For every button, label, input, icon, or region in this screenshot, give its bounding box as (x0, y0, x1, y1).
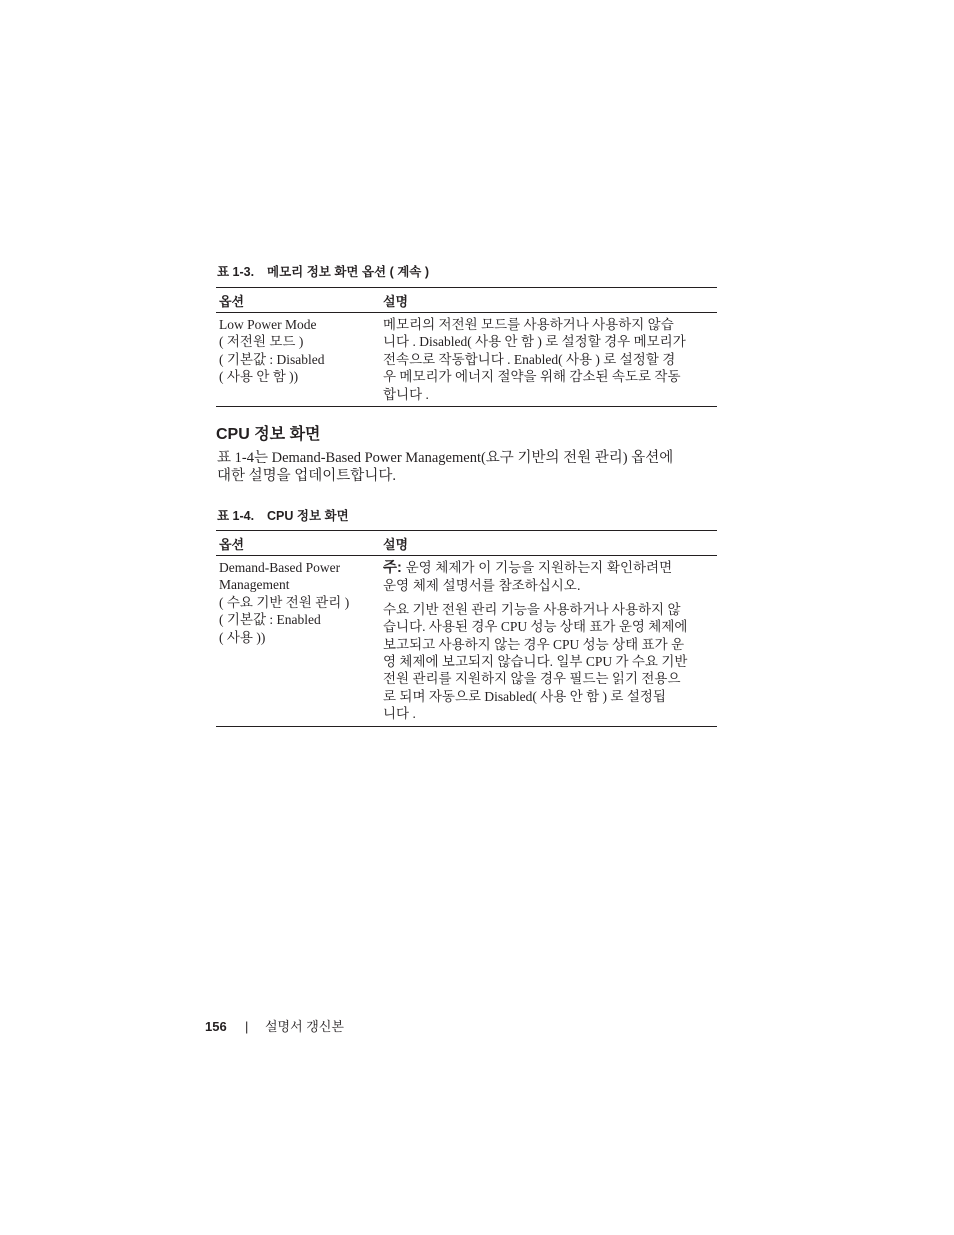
description-cell (380, 316, 717, 403)
option-cell (216, 559, 380, 723)
description-paragraph (383, 601, 717, 723)
description-line: 니다 . (383, 706, 416, 722)
table-row (216, 556, 717, 726)
option-line: ( 기본값 : Disabled (219, 351, 325, 367)
option-line: ( 사용 안 함 )) (219, 369, 299, 385)
option-line: ( 기본값 : Enabled (219, 612, 321, 628)
option-column-header: 옵션 (219, 293, 245, 309)
table-number: 표 1-4. (217, 509, 255, 523)
description-line: 수요 기반 전원 관리 기능을 사용하거나 사용하지 않 (383, 601, 681, 617)
description-line: 전원 관리를 지원하지 않을 경우 필드는 읽기 전용으 (383, 671, 681, 687)
description-line: 우 메모리가 에너지 절약을 위해 감소된 속도로 작동 (383, 369, 681, 385)
option-line: ( 수요 기반 전원 관리 ) (219, 594, 350, 610)
memory-options-table (216, 287, 717, 407)
description-cell (380, 559, 717, 723)
option-line: ( 저전원 모드 ) (219, 334, 304, 350)
table-header-row (216, 288, 717, 313)
description-line: 습니다. 사용된 경우 CPU 성능 상태 표가 운영 체제에 (383, 619, 688, 635)
table-caption (217, 262, 429, 280)
footer-separator: | (245, 1019, 249, 1034)
page-footer (205, 1016, 344, 1035)
table-number: 표 1-3. (217, 265, 255, 279)
option-cell (216, 316, 380, 403)
note (383, 559, 717, 595)
note-line: 운영 체제가 이 기능을 지원하는지 확인하려면 (401, 560, 673, 575)
cpu-options-table (216, 530, 717, 727)
option-line: Management (219, 577, 290, 593)
description-line: 메모리의 저전원 모드를 사용하거나 사용하지 않습 (383, 317, 674, 332)
intro-line: 대한 설명을 업데이트합니다. (217, 468, 396, 484)
footer-text: 설명서 갱신본 (265, 1019, 344, 1034)
option-line: Demand-Based Power (219, 560, 341, 575)
description-line: 로 되며 자동으로 Disabled( 사용 안 함 ) 로 설정됩 (383, 688, 666, 704)
note-line: 운영 체제 설명서를 참조하십시오. (383, 578, 581, 594)
note-label: 주: (383, 560, 402, 576)
section-heading: CPU 정보 화면 (216, 426, 321, 443)
description-column-header: 설명 (383, 536, 409, 552)
intro-line: 표 1-4는 Demand-Based Power Management(요구 기반의 전원 관리) 옵션에 (217, 450, 674, 466)
description-line: 니다 . Disabled( 사용 안 함 ) 로 설정할 경우 메모리가 (383, 334, 686, 350)
intro-paragraph (217, 449, 673, 485)
description-line: 합니다 . (383, 386, 429, 402)
description-line: 보고되고 사용하지 않는 경우 CPU 성능 상태 표가 운 (383, 636, 685, 652)
table-title: CPU 정보 화면 (267, 509, 349, 523)
table-caption (217, 506, 349, 524)
table-title: 메모리 정보 화면 옵션 ( 계속 ) (267, 265, 429, 279)
description-line: 전속으로 작동합니다 . Enabled( 사용 ) 로 설정할 경 (383, 351, 676, 367)
description-column-header: 설명 (383, 293, 409, 309)
option-line: ( 사용 )) (219, 629, 266, 645)
option-line: Low Power Mode (219, 317, 317, 332)
page-number: 156 (205, 1019, 227, 1034)
option-column-header: 옵션 (219, 536, 245, 552)
table-header-row (216, 531, 717, 556)
description-line: 영 체제에 보고되지 않습니다. 일부 CPU 가 수요 기반 (383, 654, 688, 670)
table-row (216, 313, 717, 406)
